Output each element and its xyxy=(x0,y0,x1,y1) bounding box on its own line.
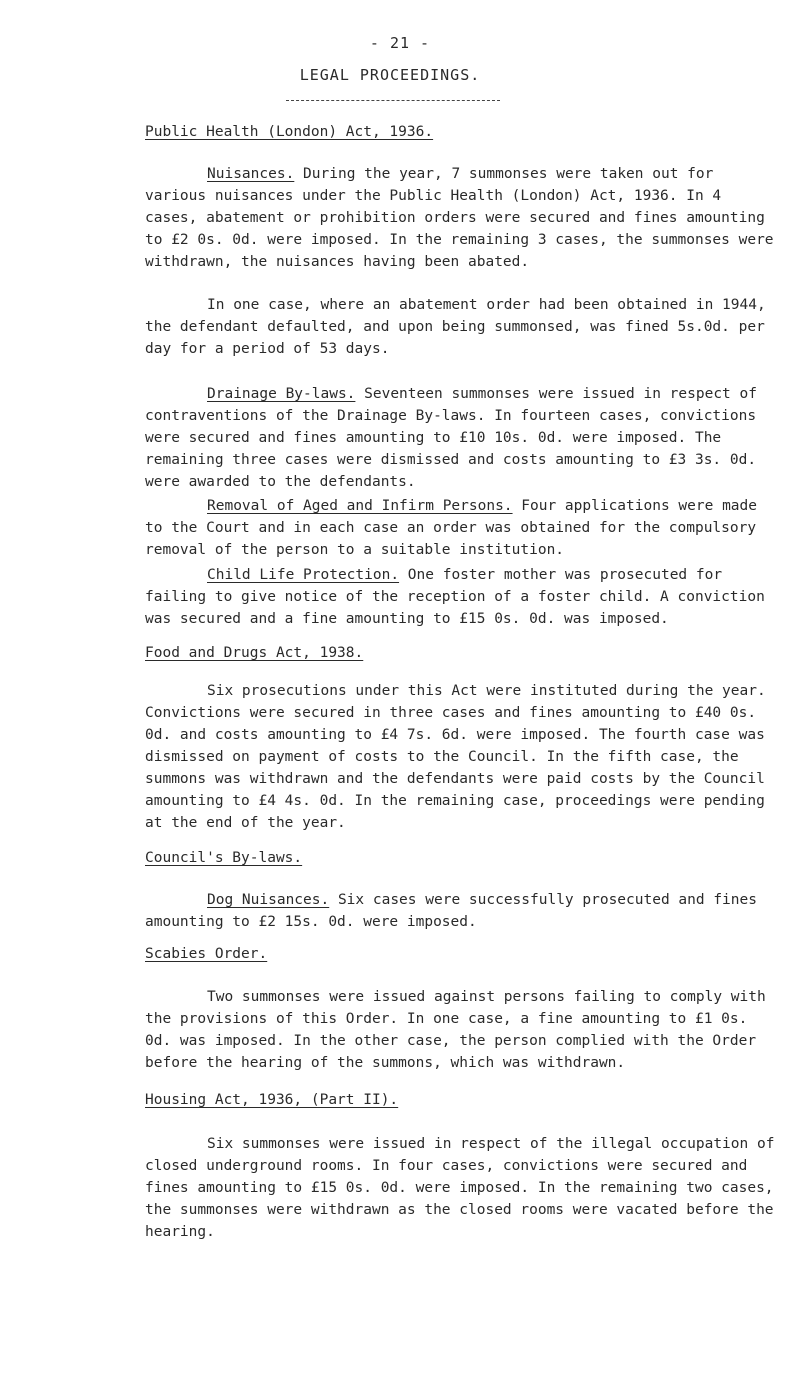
section-heading-council-bylaws: Council's By-laws. xyxy=(145,850,303,866)
section-heading-public-health: Public Health (London) Act, 1936. xyxy=(145,124,434,140)
paragraph-drainage xyxy=(145,383,775,493)
drainage-text: Seventeen summonses were issued in respect of contraventions of the Drainage By-laws. In fourteen cases, convictions were secured and fines amounting to £10 10s. 0d. were imposed. The remaining three cases were dismissed and costs amounting to £3 3s. 0d. were awarded to the defendants. xyxy=(145,386,757,490)
nuisances-text: During the year, 7 summonses were taken out for various nuisances under the Public Health (London) Act, 1936. In 4 cases, abatement or prohibition orders were secured and fines amounting to £2 0s. 0d. were imposed. In the remaining 3 cases, the summonses were withdrawn, the nuisances having been abated. xyxy=(145,166,774,270)
subheading-nuisances: Nuisances. xyxy=(207,166,295,182)
removal-text: Four applications were made to the Court and in each case an order was obtained for the compulsory removal of the person to a suitable institution. xyxy=(145,498,757,558)
subheading-child-life: Child Life Protection. xyxy=(207,567,400,583)
page-title: LEGAL PROCEEDINGS. xyxy=(299,66,481,84)
child-life-text: One foster mother was prosecuted for failing to give notice of the reception of a foster child. A conviction was secured and a fine amounting to £15 0s. 0d. was imposed. xyxy=(145,567,765,627)
section-heading-food-drugs: Food and Drugs Act, 1938. xyxy=(145,645,364,661)
paragraph-scabies: Two summonses were issued against persons failing to comply with the provisions of this Order. In one case, a fine amounting to £1 0s. 0d. was imposed. In the other case, the person complied with the Order before the hearing of the summons, which was withdrawn. xyxy=(145,989,766,1071)
section-heading-scabies: Scabies Order. xyxy=(145,946,268,962)
title-divider xyxy=(286,100,500,101)
section-heading-housing: Housing Act, 1936, (Part II). xyxy=(145,1092,399,1108)
page-number: - 21 - xyxy=(369,34,431,52)
subheading-removal-aged: Removal of Aged and Infirm Persons. xyxy=(207,498,513,514)
dog-nuisances-text: Six cases were successfully prosecuted and fines amounting to £2 15s. 0d. were imposed. xyxy=(145,892,757,930)
paragraph-housing: Six summonses were issued in respect of the illegal occupation of closed underground rooms. In four cases, convictions were secured and fines amounting to £15 0s. 0d. were imposed. In the remaining two cases, the summonses were withdrawn as the closed rooms were vacated before the hearing. xyxy=(145,1136,775,1240)
paragraph-removal xyxy=(145,495,775,561)
subheading-drainage-bylaws: Drainage By-laws. xyxy=(207,386,356,402)
paragraph-dog-nuisances xyxy=(145,889,775,933)
subheading-dog-nuisances: Dog Nuisances. xyxy=(207,892,330,908)
paragraph-abatement-default: In one case, where an abatement order had been obtained in 1944, the defendant defaulted, and upon being summonsed, was fined 5s.0d. per day for a period of 53 days. xyxy=(145,297,766,357)
paragraph-child-life xyxy=(145,564,775,630)
paragraph-nuisances xyxy=(145,163,775,273)
paragraph-food-drugs: Six prosecutions under this Act were instituted during the year. Convictions were secured in three cases and fines amounting to £40 0s. 0d. and costs amounting to £4 7s. 6d. were imposed. The fourth case was dismissed on payment of costs to the Council. In the fifth case, the summons was withdrawn and the defendants were paid costs by the Council amounting to £4 4s. 0d. In the remaining case, proceedings were pending at the end of the year. xyxy=(145,683,766,831)
